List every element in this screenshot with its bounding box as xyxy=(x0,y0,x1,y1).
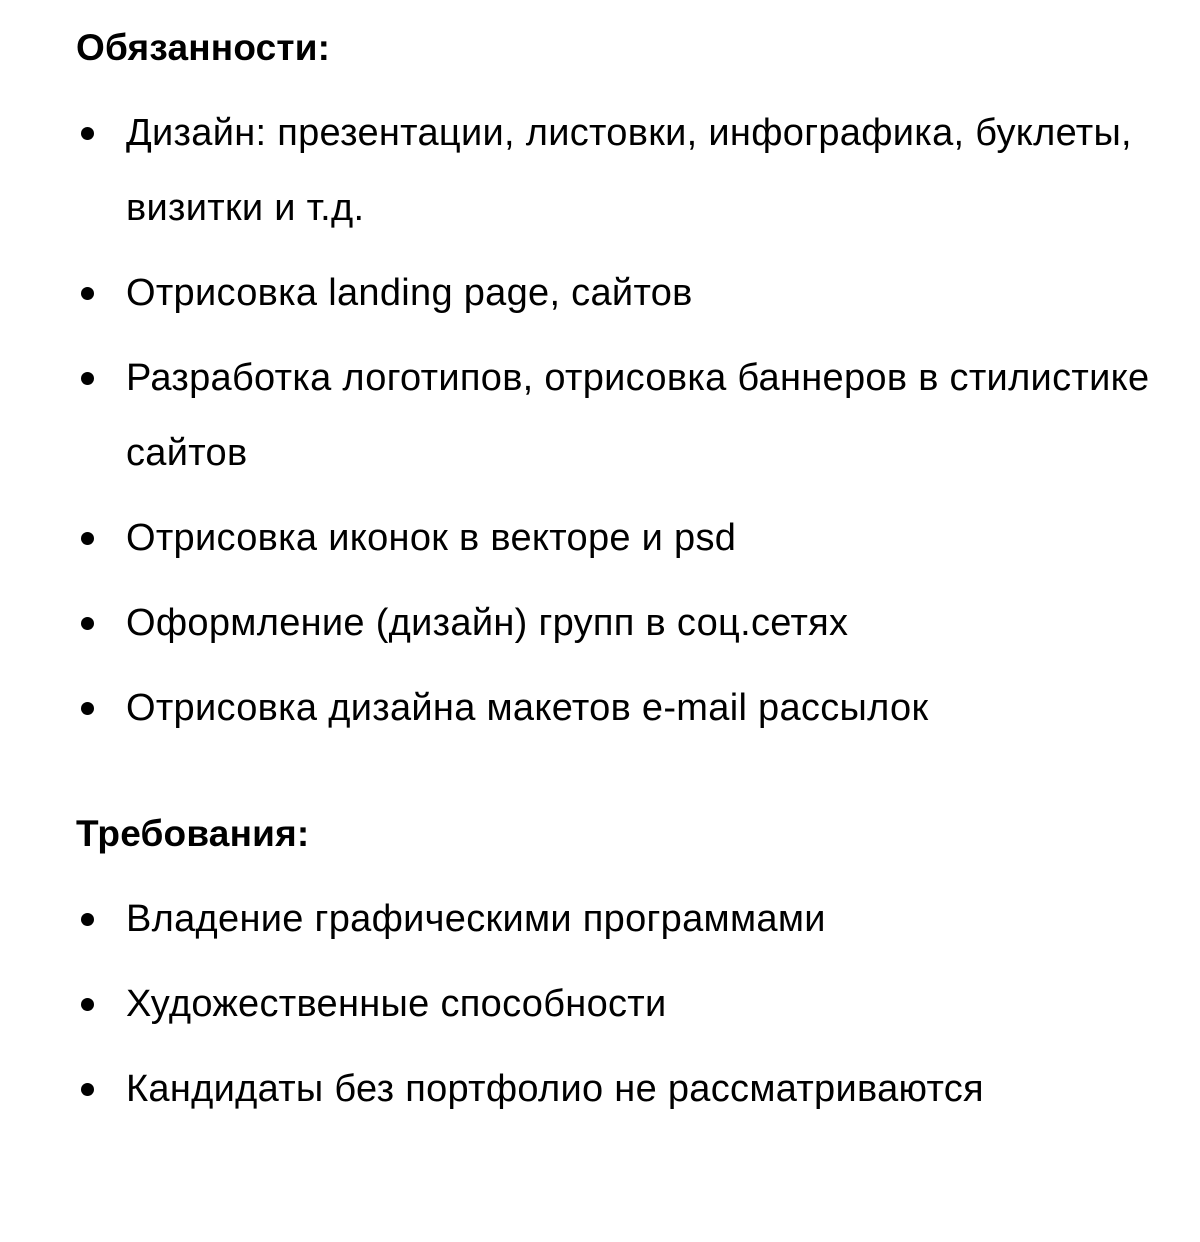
list-item xyxy=(76,501,1166,576)
list-item xyxy=(76,341,1166,491)
list-item-text: Отрисовка landing page, сайтов xyxy=(126,272,693,314)
list-item xyxy=(76,671,1166,746)
bullet-icon xyxy=(81,998,94,1011)
list-item-text: Художественные способности xyxy=(126,983,667,1025)
list-item-text: Оформление (дизайн) групп в соц.сетях xyxy=(126,602,849,644)
bullet-icon xyxy=(81,913,94,926)
list-item-text: Кандидаты без портфолио не рассматриваются xyxy=(126,1068,984,1110)
list-item-text: Дизайн: презентации, листовки, инфографика, буклеты, визитки и т.д. xyxy=(126,112,1132,229)
bullet-icon xyxy=(81,532,94,545)
responsibilities-list xyxy=(76,96,1166,746)
list-item-text: Владение графическими программами xyxy=(126,898,826,940)
bullet-icon xyxy=(81,127,94,140)
list-item-text: Отрисовка дизайна макетов e-mail рассылок xyxy=(126,687,929,729)
list-item-text: Отрисовка иконок в векторе и psd xyxy=(126,517,737,559)
bullet-icon xyxy=(81,617,94,630)
bullet-icon xyxy=(81,1083,94,1096)
job-description xyxy=(76,22,1166,1127)
list-item xyxy=(76,1052,1166,1127)
bullet-icon xyxy=(81,372,94,385)
list-item xyxy=(76,586,1166,661)
requirements-heading: Требования: xyxy=(76,813,310,854)
list-item xyxy=(76,882,1166,957)
responsibilities-heading: Обязанности: xyxy=(76,27,331,68)
list-item xyxy=(76,96,1166,246)
bullet-icon xyxy=(81,702,94,715)
list-item-text: Разработка логотипов, отрисовка баннеров в стилистике сайтов xyxy=(126,357,1150,474)
requirements-list xyxy=(76,882,1166,1127)
list-item xyxy=(76,256,1166,331)
bullet-icon xyxy=(81,287,94,300)
list-item xyxy=(76,967,1166,1042)
